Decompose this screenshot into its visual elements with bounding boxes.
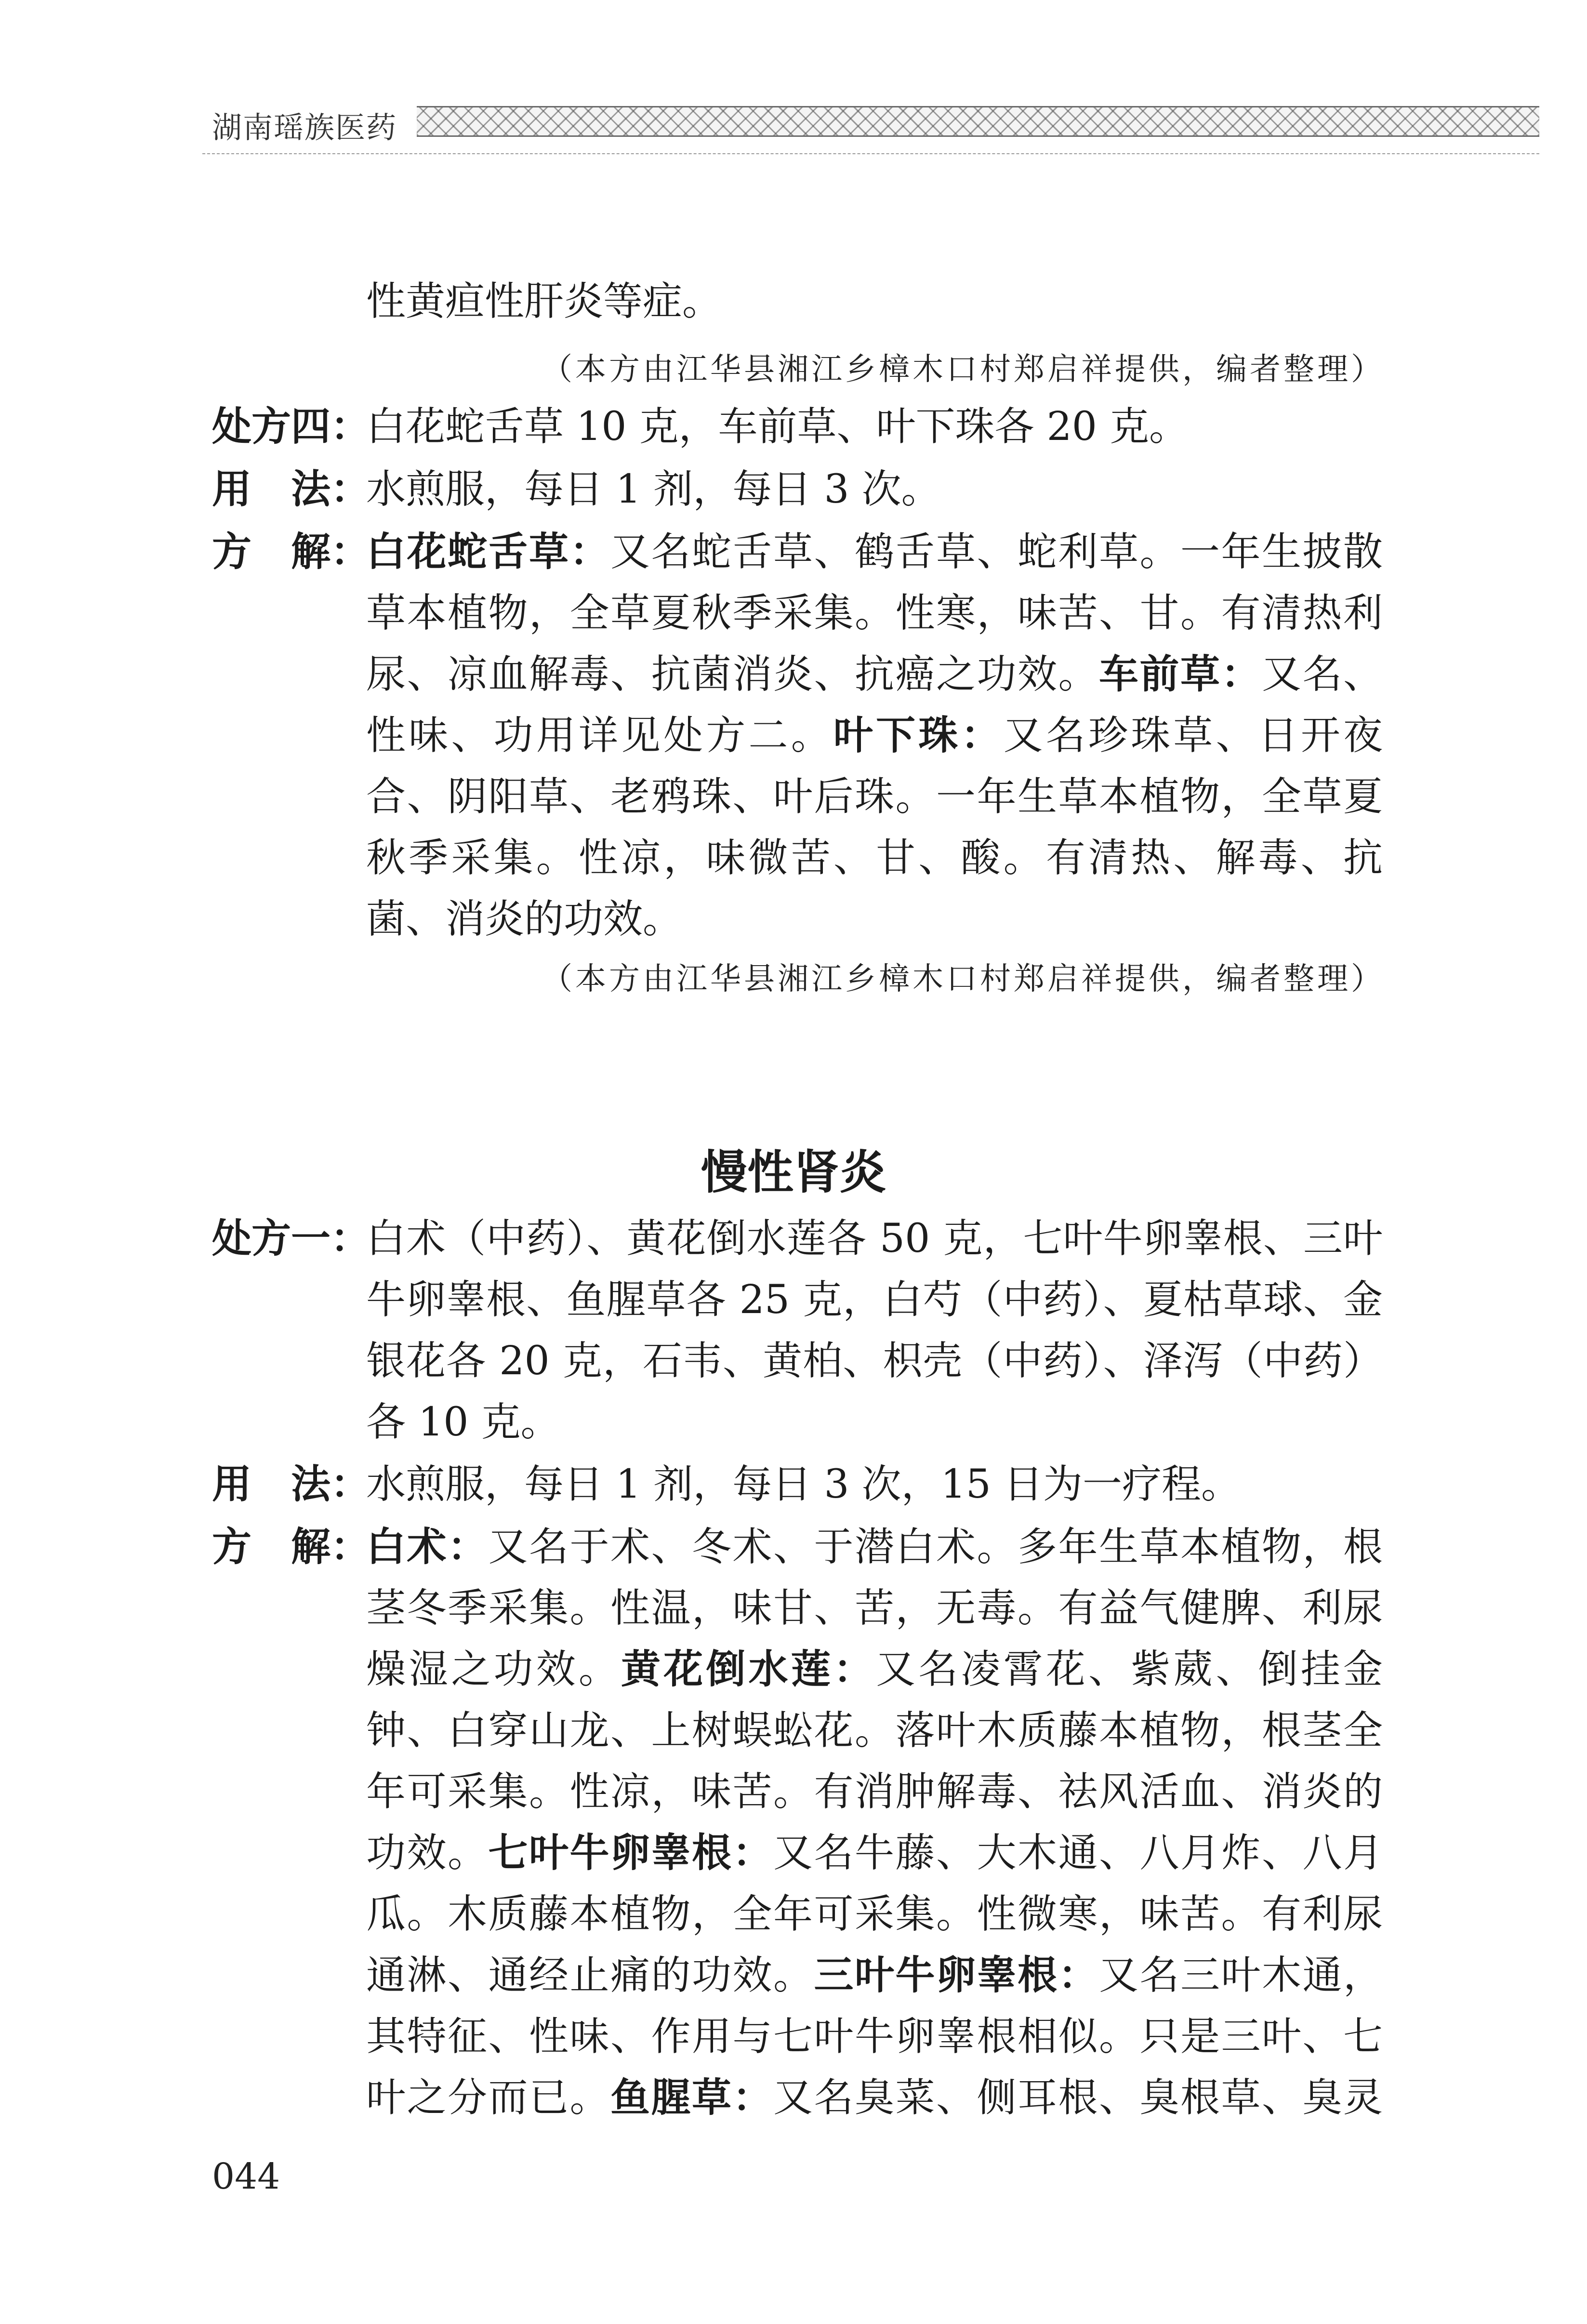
usage-label: 用 法： bbox=[212, 466, 370, 512]
text-span: 又名蛇舌草、鹤舌草、蛇利草。一年生披散 bbox=[610, 529, 1383, 575]
text-span: 又名于术、冬术、于潜白术。多年生草本植物，根 bbox=[488, 1524, 1383, 1570]
page-number: 044 bbox=[212, 2156, 280, 2197]
text-line: 牛卵睾根、鱼腥草各 25 克，白芍（中药）、夏枯草球、金 bbox=[366, 1277, 1383, 1323]
text-span: 叶之分而已。 bbox=[366, 2075, 610, 2121]
text-line: 性黄疸性肝炎等症。 bbox=[366, 279, 722, 324]
text-line bbox=[366, 1830, 1383, 1876]
usage-label: 用 法： bbox=[212, 1461, 370, 1507]
text-line: 合、阴阳草、老鸦珠、叶后珠。一年生草本植物，全草夏 bbox=[366, 774, 1383, 820]
prescription-label: 处方一： bbox=[212, 1216, 370, 1262]
text-line: 银花各 20 克，石韦、黄柏、枳壳（中药）、泽泻（中药） bbox=[366, 1338, 1383, 1384]
herb-name: 鱼腥草： bbox=[610, 2075, 773, 2121]
text-span: 尿、凉血解毒、抗菌消炎、抗癌之功效。 bbox=[366, 651, 1099, 697]
text-line bbox=[366, 1647, 1383, 1692]
explanation-label: 方 解： bbox=[212, 529, 370, 575]
herb-name: 白术： bbox=[366, 1524, 489, 1570]
text-span: 又名牛藤、大木通、八月炸、八月 bbox=[773, 1830, 1383, 1876]
source-note: （本方由江华县湘江乡樟木口村郑启祥提供，编者整理） bbox=[542, 961, 1385, 997]
section-title: 慢性肾炎 bbox=[701, 1145, 886, 1199]
text-line: 秋季采集。性凉，味微苦、甘、酸。有清热、解毒、抗 bbox=[366, 835, 1383, 881]
text-line: 白术（中药）、黄花倒水莲各 50 克，七叶牛卵睾根、三叶 bbox=[366, 1216, 1383, 1262]
herb-name: 三叶牛卵睾根： bbox=[814, 1952, 1099, 1998]
text-line: 钟、白穿山龙、上树蜈蚣花。落叶木质藤本植物，根茎全 bbox=[366, 1708, 1383, 1753]
text-span: 又名、 bbox=[1261, 651, 1383, 697]
herb-name: 黄花倒水莲： bbox=[621, 1647, 876, 1692]
text-line: 年可采集。性凉，味苦。有消肿解毒、祛风活血、消炎的 bbox=[366, 1769, 1383, 1815]
text-span: 又名三叶木通， bbox=[1098, 1952, 1383, 1998]
prescription-label: 处方四： bbox=[212, 404, 370, 450]
text-line bbox=[366, 713, 1383, 758]
explanation-label: 方 解： bbox=[212, 1524, 370, 1570]
source-note: （本方由江华县湘江乡樟木口村郑启祥提供，编者整理） bbox=[542, 352, 1385, 387]
text-span: 又名珍珠草、日开夜 bbox=[1003, 713, 1383, 758]
text-line: 菌、消炎的功效。 bbox=[366, 896, 683, 942]
usage-text: 水煎服，每日 1 剂，每日 3 次。 bbox=[366, 466, 941, 512]
text-line: 茎冬季采集。性温，味甘、苦，无毒。有益气健脾、利尿 bbox=[366, 1585, 1383, 1631]
herb-name: 叶下珠： bbox=[833, 713, 1004, 758]
text-span: 性味、功用详见处方二。 bbox=[366, 713, 833, 758]
usage-text: 水煎服，每日 1 剂，每日 3 次，15 日为一疗程。 bbox=[366, 1461, 1241, 1507]
text-line: 草本植物，全草夏秋季采集。性寒，味苦、甘。有清热利 bbox=[366, 590, 1383, 636]
text-line: 各 10 克。 bbox=[366, 1399, 560, 1445]
text-span: 又名凌霄花、紫葳、倒挂金 bbox=[876, 1647, 1383, 1692]
text-span: 又名臭菜、侧耳根、臭根草、臭灵 bbox=[773, 2075, 1383, 2121]
text-line bbox=[366, 1952, 1383, 1998]
header-ornament-band bbox=[417, 106, 1539, 137]
text-span: 功效。 bbox=[366, 1830, 489, 1876]
text-line: 其特征、性味、作用与七叶牛卵睾根相似。只是三叶、七 bbox=[366, 2014, 1383, 2059]
text-line bbox=[366, 2075, 1383, 2121]
text-line: 瓜。木质藤本植物，全年可采集。性微寒，味苦。有利尿 bbox=[366, 1891, 1383, 1937]
text-span: 燥湿之功效。 bbox=[366, 1647, 622, 1692]
herb-name: 白花蛇舌草： bbox=[366, 529, 610, 575]
herb-name: 车前草： bbox=[1098, 651, 1262, 697]
text-line bbox=[366, 529, 1383, 575]
running-header: 湖南瑶族医药 bbox=[212, 110, 397, 145]
text-span: 通淋、通经止痛的功效。 bbox=[366, 1952, 814, 1998]
text-line bbox=[366, 1524, 1383, 1570]
text-line bbox=[366, 651, 1383, 697]
herb-name: 七叶牛卵睾根： bbox=[488, 1830, 773, 1876]
header-rule bbox=[202, 153, 1539, 154]
prescription-text: 白花蛇舌草 10 克，车前草、叶下珠各 20 克。 bbox=[366, 404, 1189, 450]
